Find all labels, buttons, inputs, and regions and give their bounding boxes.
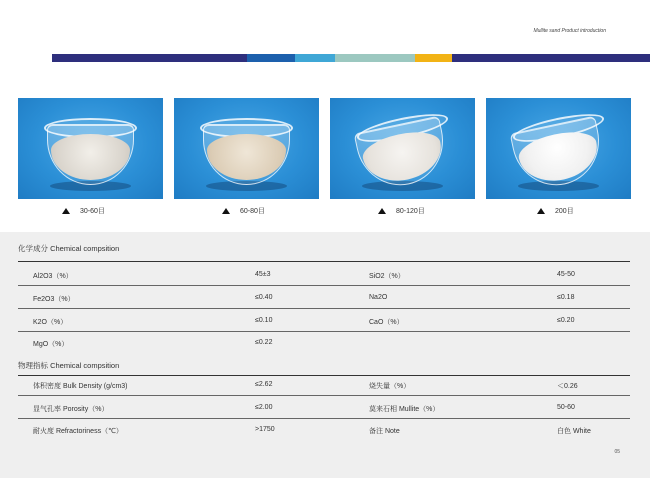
glass-bowl xyxy=(47,124,134,185)
color-segment xyxy=(415,54,452,62)
color-bar xyxy=(52,54,650,62)
triangle-icon xyxy=(537,208,545,214)
chem-value: ≤0.10 xyxy=(255,317,273,324)
product-caption xyxy=(378,206,425,216)
product-label: 60-80目 xyxy=(240,208,265,215)
sand-sample xyxy=(51,134,130,180)
phys-value: ＜0.26 xyxy=(557,383,578,390)
color-segment xyxy=(335,54,415,62)
phys-name: 体积密度 Bulk Density (g/cm3) xyxy=(33,383,128,390)
page-number: 05 xyxy=(614,449,620,455)
triangle-icon xyxy=(222,208,230,214)
color-segment xyxy=(247,54,295,62)
section-divider xyxy=(18,375,630,376)
product-photo-30-60 xyxy=(18,98,163,199)
phys-value: 白色 White xyxy=(557,428,591,435)
chem-value: 45-50 xyxy=(557,271,575,278)
sand-sample xyxy=(360,126,447,187)
color-segment xyxy=(52,54,247,62)
product-caption xyxy=(537,206,574,216)
product-photo-80-120 xyxy=(330,98,475,199)
physical-section-title: 物理指标 Chemical compsition xyxy=(18,361,120,370)
product-label: 200目 xyxy=(555,208,574,215)
chem-name: SiO2（%） xyxy=(369,273,405,280)
phys-name: 显气孔率 Porosity（%） xyxy=(33,406,109,413)
product-caption xyxy=(222,206,265,216)
row-divider xyxy=(18,395,630,396)
chem-name: Al2O3（%） xyxy=(33,273,73,280)
header-title: Mullite sand Product introduction xyxy=(533,28,606,34)
chemical-section-title: 化学成分 Chemical compsition xyxy=(18,244,120,253)
phys-name: 备注 Note xyxy=(369,428,400,435)
triangle-icon xyxy=(62,208,70,214)
product-photo-200 xyxy=(486,98,631,199)
phys-name: 烧失量（%） xyxy=(369,383,411,390)
phys-value: >1750 xyxy=(255,426,275,433)
sand-sample xyxy=(207,134,286,180)
chem-name: MgO（%） xyxy=(33,341,69,348)
product-label: 30-60目 xyxy=(80,208,105,215)
chem-value: ≤0.22 xyxy=(255,339,273,346)
product-photo-60-80 xyxy=(174,98,319,199)
glass-bowl xyxy=(203,124,290,185)
chem-value: 45±3 xyxy=(255,271,271,278)
chem-value: ≤0.40 xyxy=(255,294,273,301)
sand-sample xyxy=(516,126,603,187)
phys-name: 莫来石相 Mullite（%） xyxy=(369,406,440,413)
color-segment xyxy=(295,54,335,62)
chem-name: Fe2O3（%） xyxy=(33,296,75,303)
row-divider xyxy=(18,308,630,309)
product-label: 80-120目 xyxy=(396,208,425,215)
phys-value: 50-60 xyxy=(557,404,575,411)
chem-name: K2O（%） xyxy=(33,319,68,326)
row-divider xyxy=(18,285,630,286)
specs-background xyxy=(0,232,650,478)
row-divider xyxy=(18,418,630,419)
phys-value: ≤2.00 xyxy=(255,404,273,411)
chem-value: ≤0.20 xyxy=(557,317,575,324)
section-divider xyxy=(18,261,630,262)
phys-name: 耐火度 Refractoriness（℃） xyxy=(33,428,123,435)
color-segment xyxy=(452,54,650,62)
row-divider xyxy=(18,331,630,332)
chem-name: Na2O xyxy=(369,294,388,301)
phys-value: ≤2.62 xyxy=(255,381,273,388)
triangle-icon xyxy=(378,208,386,214)
product-caption xyxy=(62,206,105,216)
chem-value: ≤0.18 xyxy=(557,294,575,301)
chem-name: CaO（%） xyxy=(369,319,404,326)
